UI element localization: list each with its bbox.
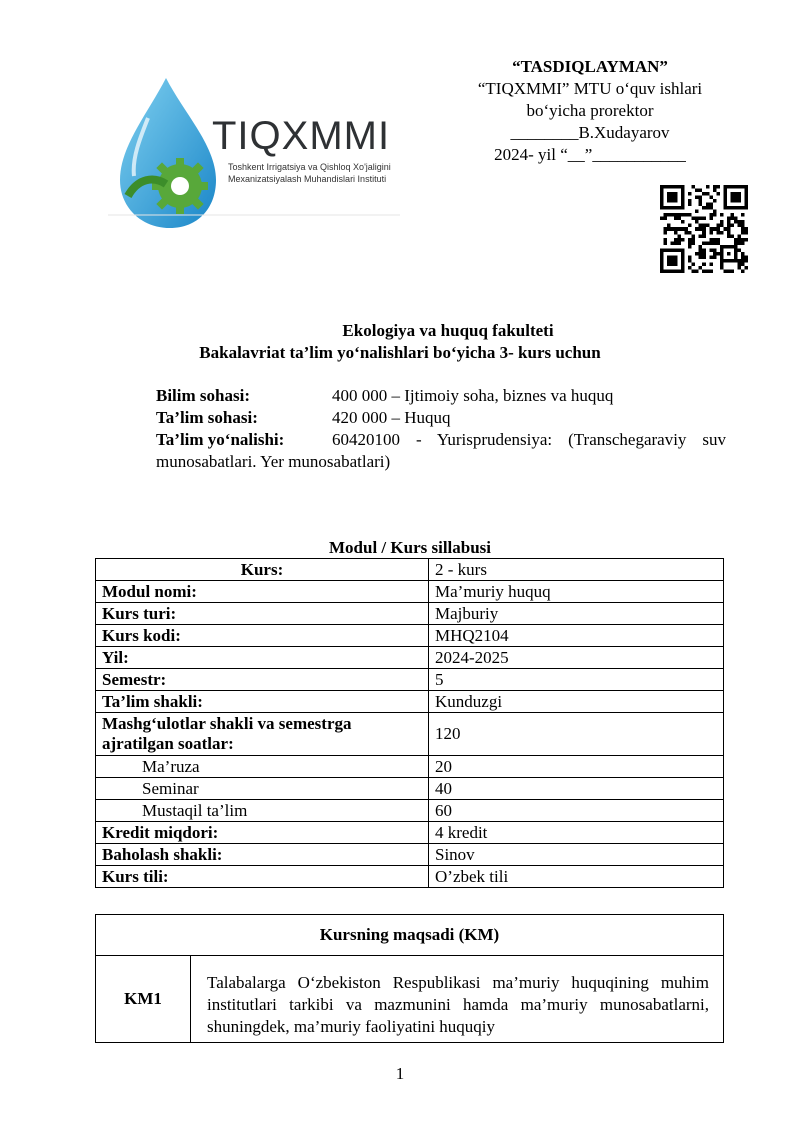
field-value-continuation: munosabatlari. Yer munosabatlari): [156, 452, 391, 471]
field-value: 420 000 – Huquq: [332, 408, 451, 427]
syllabus-key: Mustaqil ta’lim: [96, 800, 429, 822]
field-education-area: [156, 407, 726, 429]
page-number: 1: [395, 1064, 405, 1083]
field-label: Ta’lim yo‘nalishi:: [156, 430, 285, 449]
faculty-heading: Ekologiya va huquq fakulteti: [342, 321, 554, 340]
syllabus-key: Yil:: [96, 647, 429, 669]
syllabus-row: [96, 822, 724, 844]
approval-title: “TASDIQLAYMAN”: [512, 57, 668, 76]
syllabus-key: Mashg‘ulotlar shakli va semestrga ajratilgan soatlar:: [96, 713, 429, 756]
syllabus-key: Semestr:: [96, 669, 429, 691]
qr-code-icon: [660, 185, 748, 273]
syllabus-value: 2024-2025: [429, 647, 724, 669]
logo-subtitle-line2: Mexanizatsiyalash Muhandislari Instituti: [228, 174, 387, 184]
field-value: 400 000 – Ijtimoiy soha, biznes va huquq: [332, 386, 614, 405]
objective-text: Talabalarga O‘zbekiston Respublikasi ma’muriy huquqining muhim institutlari tarkibi va mazmunini hamda ma’muriy munosabatlarni, shuningdek, ma’muriy faoliyatini huquqiy: [191, 956, 724, 1043]
field-education-direction: [156, 429, 726, 451]
syllabus-row: [96, 581, 724, 603]
syllabus-row: [96, 778, 724, 800]
field-label: Ta’lim sohasi:: [156, 408, 258, 427]
syllabus-row: [96, 559, 724, 581]
approval-line-2: boʻyicha prorektor: [526, 101, 654, 120]
field-list: [156, 385, 726, 473]
syllabus-row: [96, 756, 724, 778]
syllabus-value: 120: [429, 713, 724, 756]
syllabus-row: [96, 603, 724, 625]
approval-block: [450, 56, 730, 166]
syllabus-value: 2 - kurs: [429, 559, 724, 581]
syllabus-value: 4 kredit: [429, 822, 724, 844]
objectives-table: [95, 914, 724, 1043]
syllabus-row: [96, 866, 724, 888]
field-value: 60420100 - Yurisprudensiya: (Transchegaraviy suv: [332, 430, 726, 449]
syllabus-row: [96, 647, 724, 669]
syllabus-row: [96, 713, 724, 756]
syllabus-key: Kurs kodi:: [96, 625, 429, 647]
approval-line-4: 2024- yil “__”___________: [494, 145, 686, 164]
institute-logo: [108, 68, 400, 244]
syllabus-key: Modul nomi:: [96, 581, 429, 603]
syllabus-value: 40: [429, 778, 724, 800]
syllabus-row: [96, 844, 724, 866]
syllabus-row: [96, 691, 724, 713]
syllabus-value: Kunduzgi: [429, 691, 724, 713]
syllabus-key: Kurs tili:: [96, 866, 429, 888]
field-label: Bilim sohasi:: [156, 386, 250, 405]
objective-row: [96, 956, 724, 1043]
course-for-heading: Bakalavriat ta’lim yo‘nalishlari bo‘yicha 3- kurs uchun: [199, 343, 601, 362]
logo-wordmark: TIQXMMI: [212, 114, 391, 158]
syllabus-value: 60: [429, 800, 724, 822]
syllabus-row: [96, 669, 724, 691]
objectives-header: Kursning maqsadi (KM): [96, 915, 724, 956]
objective-code: KM1: [96, 956, 191, 1043]
field-knowledge-area: [156, 385, 726, 407]
syllabus-value: 5: [429, 669, 724, 691]
syllabus-value: Ma’muriy huquq: [429, 581, 724, 603]
syllabus-row: [96, 625, 724, 647]
syllabus-value: MHQ2104: [429, 625, 724, 647]
syllabus-key: Seminar: [96, 778, 429, 800]
syllabus-title: Modul / Kurs sillabusi: [328, 538, 492, 557]
syllabus-value: Sinov: [429, 844, 724, 866]
syllabus-key: Ta’lim shakli:: [96, 691, 429, 713]
syllabus-table: [95, 558, 724, 888]
syllabus-row: [96, 800, 724, 822]
syllabus-value: 20: [429, 756, 724, 778]
syllabus-key: Kurs turi:: [96, 603, 429, 625]
syllabus-key: Kredit miqdori:: [96, 822, 429, 844]
logo-subtitle-line1: Toshkent Irrigatsiya va Qishloq Xo'jaligini: [228, 162, 391, 172]
syllabus-key: Kurs:: [96, 559, 429, 581]
syllabus-key: Ma’ruza: [96, 756, 429, 778]
syllabus-value: O’zbek tili: [429, 866, 724, 888]
syllabus-value: Majburiy: [429, 603, 724, 625]
approval-line-1: “TIQXMMI” MTU o‘quv ishlari: [477, 79, 703, 98]
approval-line-3: ________B.Xudayarov: [510, 123, 670, 142]
syllabus-key: Baholash shakli:: [96, 844, 429, 866]
